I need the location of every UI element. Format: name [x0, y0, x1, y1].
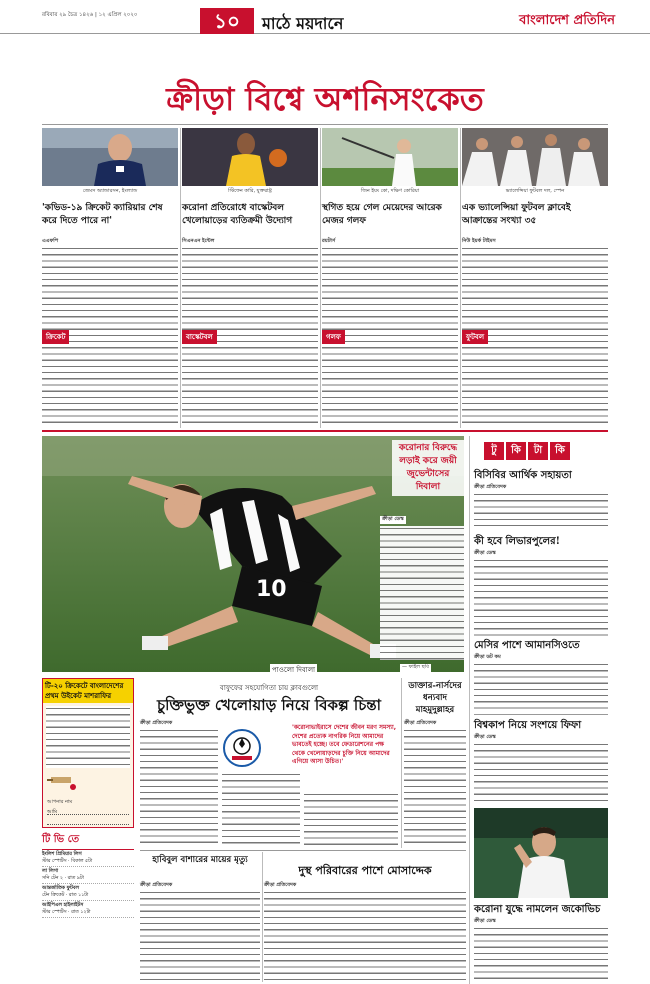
- headline-golfer: স্থগিত হয়ে গেল মেয়েদের আরেক মেজর গলফ: [322, 203, 442, 226]
- tv-row: লা লিগা সনি টেন ২ · রাত ৯টা: [42, 867, 134, 884]
- mosaddek-body: [264, 890, 466, 980]
- caption-valencia: ভ্যালেন্সিয়া ফুটবল দল, স্পেন: [505, 188, 565, 194]
- photo-curry: [182, 128, 318, 186]
- rule-mid: [42, 430, 608, 432]
- sidebar-item-2-byline: ক্রীড়া ডেস্ক: [474, 550, 496, 556]
- tv-time: রাত ৯টা: [67, 876, 84, 881]
- doctor-body: [404, 728, 466, 846]
- sidebar-item-1-byline: ক্রীড়া প্রতিবেদক: [474, 484, 507, 490]
- tv-title: টি ভি তে: [42, 832, 134, 850]
- tv-event: আন্তর্জাতিক ফুটবল: [42, 886, 79, 891]
- tv-row: ইংলিশ প্রিমিয়ার লিগ স্টার স্পোর্টস · বিকাল ৫টা: [42, 850, 134, 867]
- headline-valencia: এক ভ্যালেন্সিয়া ফুটবল ক্লাবেই আক্রান্তের সংখ্যা ৩৫: [462, 203, 571, 226]
- t20-form-line[interactable]: [47, 809, 129, 815]
- byline-anderson: এএফপি: [42, 238, 59, 244]
- sidebar-item-2-title: কী হবে লিভারপুলের!: [474, 536, 560, 547]
- t20-form-label: আমি: [47, 809, 58, 815]
- sidebar-item-3-title: মেসির পাশে আমানসিওতে: [474, 640, 580, 651]
- tag-football: ফুটবল: [462, 330, 488, 344]
- cricket-bat-icon: [47, 771, 77, 793]
- mosaddek-headline: দুস্থ পরিবারের পাশে মোসাদ্দেক: [298, 864, 432, 877]
- date-line: রবিবার ২৯ চৈত্র ১৪২৬ | ১২ এপ্রিল ২০২০: [42, 12, 138, 18]
- djokovic-body: [474, 926, 608, 982]
- feature-credit: — ফাইল ছবি: [402, 664, 429, 670]
- fifa-headline: বিশ্বকাপ নিয়ে সংশয়ে ফিফা: [474, 720, 582, 731]
- feature-byline: ক্রীড়া ডেস্ক: [382, 516, 404, 522]
- tag-basketball: বাস্কেটবল: [182, 330, 217, 344]
- tittbit-title: [484, 442, 570, 460]
- byline-valencia: নিউ ইয়র্ক টাইমস: [462, 238, 496, 244]
- contract-byline: ক্রীড়া প্রতিবেদক: [140, 720, 173, 726]
- tittbit-letter-4: কি: [550, 442, 570, 460]
- sidebar-rule: [469, 436, 470, 984]
- tv-row: আন্তর্জাতিক ফুটবল টেন ক্রিকেট · রাত ১১টা: [42, 884, 134, 901]
- sidebar-item-3-body: [474, 662, 608, 710]
- djokovic-byline: ক্রীড়া ডেস্ক: [474, 918, 496, 924]
- t20-body: [46, 706, 130, 768]
- doctor-rule: [401, 678, 402, 848]
- contract-body-col2: [222, 772, 300, 846]
- tv-channel: স্টার স্পোর্টস: [42, 859, 67, 864]
- tv-event: আইপিএল হাইলাইটস: [42, 903, 84, 908]
- tittbit-letter-3: টা: [528, 442, 548, 460]
- tv-channel: স্টার স্পোর্টস: [42, 910, 67, 915]
- caption-curry: স্টিফেন কারি, যুক্তরাষ্ট্র: [228, 188, 272, 194]
- habibul-body: [140, 890, 260, 980]
- tag-golf: গলফ: [322, 330, 345, 344]
- mosaddek-byline: ক্রীড়া প্রতিবেদক: [264, 882, 297, 888]
- headline-anderson: 'কভিড-১৯ ক্রিকেট ক্যারিয়ার শেষ করে দিতে পারে না': [42, 203, 163, 226]
- photo-djokovic: [474, 808, 608, 898]
- t20-form-line-2[interactable]: [47, 819, 129, 825]
- habibul-headline: হাবিবুল বাশারের মায়ের মৃত্যু: [152, 855, 248, 865]
- feature-caption: পাওলো দিবালা: [272, 666, 316, 674]
- byline-curry: সিএনএন ইন্টেল: [182, 238, 215, 244]
- t20-title: টি-২০ ক্রিকেটে বাংলাদেশের প্রথম উইকেট মাশরাফির: [43, 679, 133, 703]
- feature-body: [380, 526, 464, 660]
- jersey-number: 10: [256, 577, 287, 602]
- tv-channel: টেন ক্রিকেট: [42, 893, 65, 898]
- headline-curry: করোনা প্রতিরোধে বাস্কেটবল খেলোয়াড়ের ব্যতিক্রমী উদ্যোগ: [182, 203, 293, 226]
- rule-fifa: [474, 714, 608, 715]
- tv-time: রাত ১২টা: [71, 910, 91, 915]
- photo-valencia: [462, 128, 608, 186]
- banner-rule: [42, 124, 608, 125]
- t20-box: [42, 678, 134, 828]
- tv-box: [42, 832, 134, 984]
- paper-logo: বাংলাদেশ প্রতিদিন: [519, 13, 615, 28]
- rule-lower: [140, 850, 466, 851]
- col-rule-1: [180, 128, 181, 428]
- caption-golfer: জিন ইয়ং কো, দক্ষিণ কোরিয়া: [360, 188, 420, 194]
- sidebar-item-1-body: [474, 492, 608, 530]
- feature-headline: করোনার বিরুদ্ধে লড়াই করে জয়ী জুভেন্টাসের দিবালা: [392, 440, 464, 496]
- tv-row: আইপিএল হাইলাইটস স্টার স্পোর্টস · রাত ১২টা: [42, 901, 134, 918]
- tv-time: বিকাল ৫টা: [71, 859, 93, 864]
- contract-pull-quote: 'করোনাভাইরাসে দেশের জীবন মরণ সমস্যা, দেশের প্রত্যেক নাগরিক নিয়ে আমাদের ভাবতেই হচ্ছে। তবে ফেডারেশনের পক্ষ থেকে খেলোয়াড়দের চুক্তি নিয়ে আমাদের এগিয়ে আসা উচিত।': [292, 724, 397, 765]
- banner-title: ক্রীড়া বিশ্বে অশনিসংকেত: [166, 80, 484, 118]
- contract-body-col1: [140, 728, 218, 846]
- photo-golfer: [322, 128, 458, 186]
- byline-golfer: রয়টার্স: [322, 238, 336, 244]
- sidebar-item-1-title: বিসিবির আর্থিক সহায়তা: [474, 470, 572, 481]
- sidebar-item-2-body: [474, 558, 608, 636]
- sidebar-item-3-byline: ক্রীড়া ডট কম: [474, 654, 501, 660]
- photo-anderson: [42, 128, 178, 186]
- contract-kicker: বাফুফের সহযোগিতা চায় ক্লাবগুলো: [219, 684, 319, 692]
- habibul-byline: ক্রীড়া প্রতিবেদক: [140, 882, 173, 888]
- t20-quiz-label: আপনার নাম: [47, 799, 73, 805]
- caption-anderson: জেমস অ্যান্ডারসন, ইংল্যান্ড: [82, 188, 138, 194]
- section-title: মাঠে ময়দানে: [262, 14, 344, 33]
- tv-event: লা লিগা: [42, 869, 59, 874]
- contract-body-col3: [304, 792, 398, 846]
- doctor-byline: ক্রীড়া প্রতিবেদক: [404, 720, 437, 726]
- page-number-box: [200, 8, 254, 34]
- masthead-bar: [0, 8, 650, 34]
- fifa-body: [474, 742, 608, 804]
- tv-channel: সনি টেন ২: [42, 876, 63, 881]
- doctor-headline: ডাক্তার-নার্সদের ধন্যবাদ মাহমুদুল্লাহর: [408, 681, 462, 715]
- djokovic-headline: করোনা যুদ্ধে নামলেন জকোভিচ: [474, 904, 601, 915]
- tv-time: রাত ১১টা: [68, 893, 89, 898]
- mosaddek-rule: [262, 852, 263, 982]
- tag-cricket: ক্রিকেট: [42, 330, 69, 344]
- col-rule-2: [320, 128, 321, 428]
- page-number: ১০: [214, 9, 240, 33]
- tittbit-letter-2: কি: [506, 442, 526, 460]
- bff-logo: [222, 728, 262, 768]
- contract-headline: চুক্তিভুক্ত খেলোয়াড় নিয়ে বিকল্প চিন্তা: [156, 696, 381, 714]
- col-rule-3: [460, 128, 461, 428]
- tittbit-letter-1: টু: [484, 442, 504, 460]
- tv-event: ইংলিশ প্রিমিয়ার লিগ: [42, 852, 82, 857]
- fifa-byline: ক্রীড়া ডেস্ক: [474, 734, 496, 740]
